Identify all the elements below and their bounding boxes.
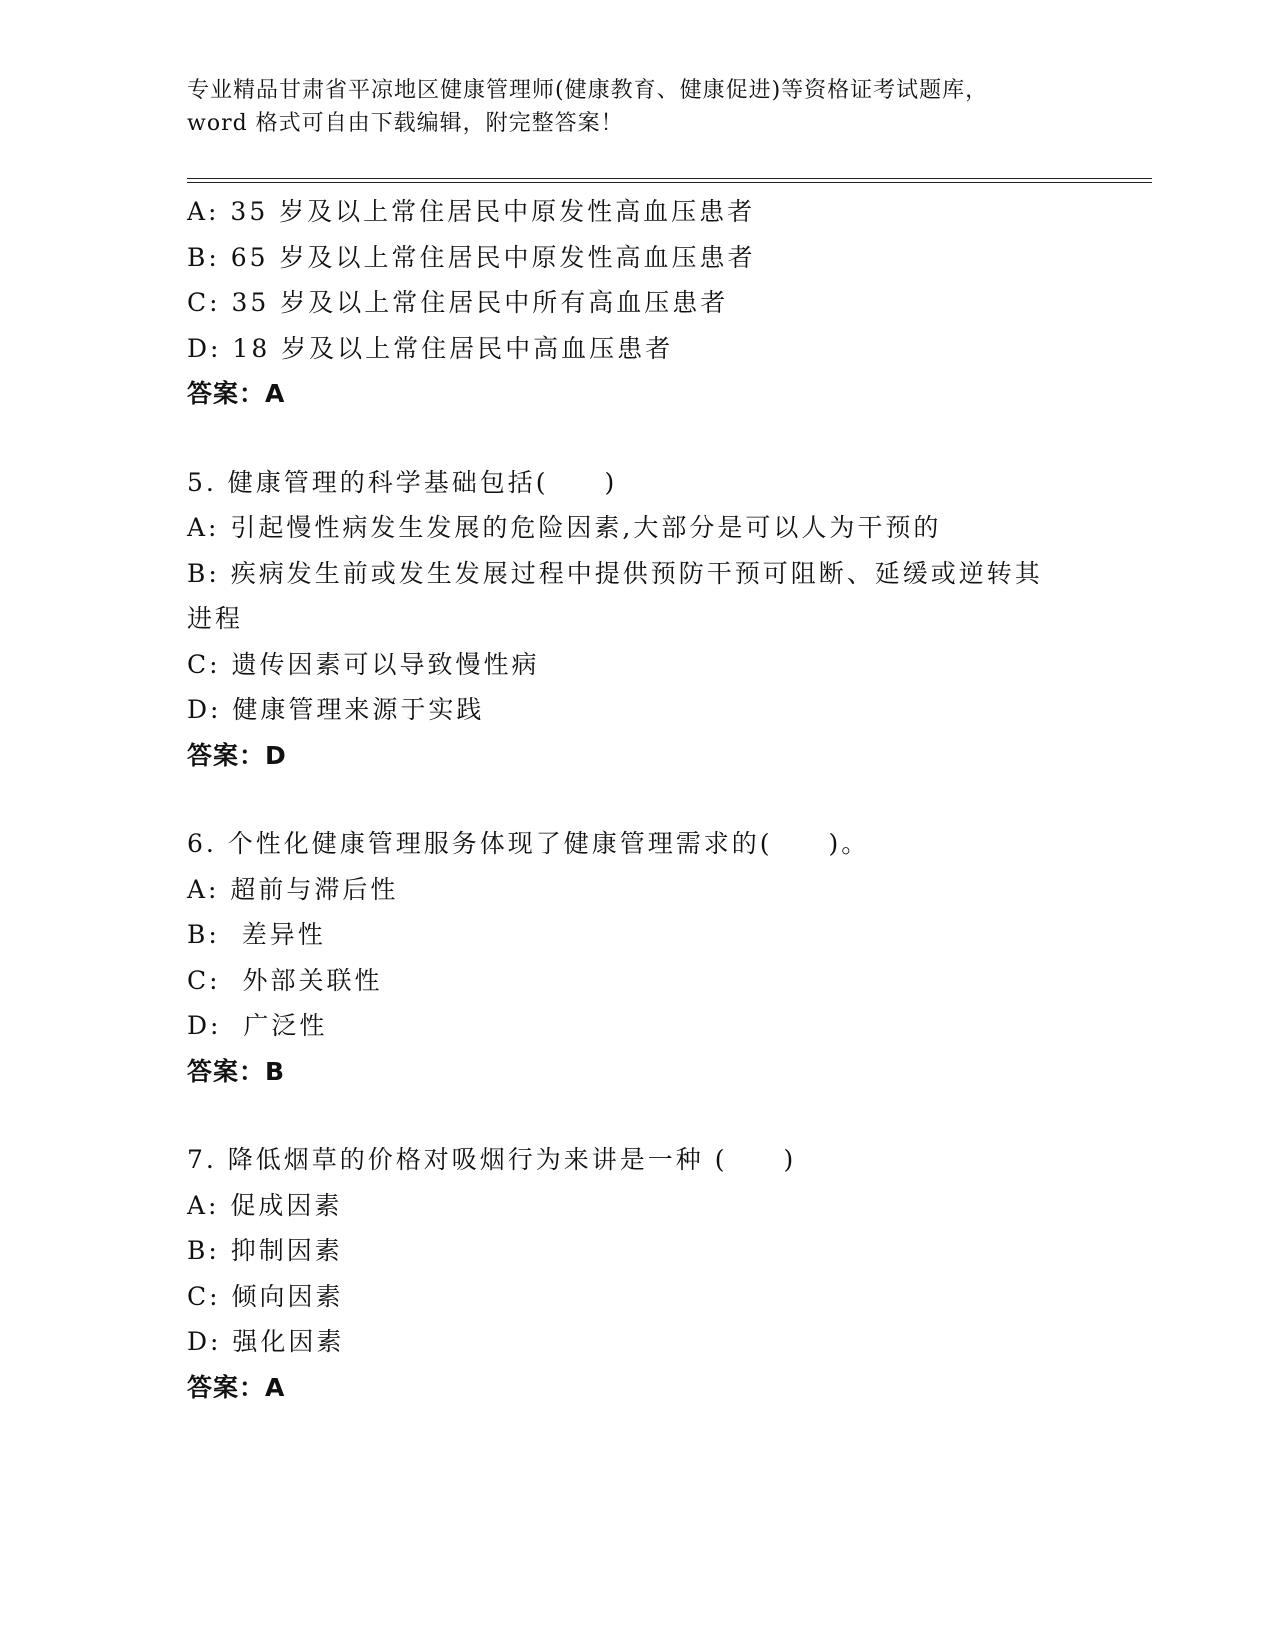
question-5-block — [187, 460, 1087, 779]
header-line-2: word 格式可自由下载编辑，附完整答案！ — [187, 111, 624, 136]
question-6-block — [187, 821, 1087, 1094]
q5-option-a: A: 引起慢性病发生发展的危险因素,大部分是可以人为干预的 — [187, 513, 942, 542]
q4-option-c: C: 35 岁及以上常住居民中所有高血压患者 — [187, 288, 729, 317]
q6-question: 6. 个性化健康管理服务体现了健康管理需求的( )。 — [187, 829, 870, 858]
q5-question: 5. 健康管理的科学基础包括( ) — [187, 467, 618, 497]
q4-answer: 答案：A — [187, 379, 286, 408]
q4-option-d: D: 18 岁及以上常住居民中高血压患者 — [187, 333, 674, 363]
q7-option-c: C: 倾向因素 — [187, 1281, 344, 1311]
q5-option-b-line-1: B: 疾病发生前或发生发展过程中提供预防干预可阻断、延缓或逆转其 — [187, 558, 1043, 588]
q4-option-b: B: 65 岁及以上常住居民中原发性高血压患者 — [187, 242, 756, 272]
question-4-block — [187, 189, 1087, 417]
header-line-1: 专业精品甘肃省平凉地区健康管理师(健康教育、健康促进)等资格证考试题库， — [187, 78, 989, 103]
q7-option-b: B: 抑制因素 — [187, 1236, 343, 1265]
q5-option-d: D: 健康管理来源于实践 — [187, 695, 485, 724]
q6-answer: 答案：B — [187, 1056, 286, 1086]
q7-option-a: A: 促成因素 — [187, 1190, 343, 1220]
q7-question: 7. 降低烟草的价格对吸烟行为来讲是一种 ( ) — [187, 1145, 797, 1174]
q5-option-c: C: 遗传因素可以导致慢性病 — [187, 649, 540, 679]
header-double-rule — [187, 178, 1152, 183]
q7-option-d: D: 强化因素 — [187, 1327, 345, 1356]
q4-option-a: A: 35 岁及以上常住居民中原发性高血压患者 — [187, 197, 756, 226]
q5-answer: 答案：D — [187, 740, 287, 770]
q5-option-b-line-2: 进程 — [187, 604, 244, 633]
spacer — [187, 778, 1087, 821]
q6-option-a: A: 超前与滞后性 — [187, 874, 399, 904]
spacer — [187, 417, 1087, 460]
spacer — [187, 1094, 1087, 1137]
question-list — [187, 189, 1087, 1410]
q6-option-c: C: 外部关联性 — [187, 965, 383, 995]
q6-option-b: B: 差异性 — [187, 920, 326, 949]
q6-option-d: D: 广泛性 — [187, 1011, 328, 1040]
question-7-block — [187, 1137, 1087, 1410]
document-header — [187, 74, 1087, 140]
q7-answer: 答案：A — [187, 1372, 286, 1402]
